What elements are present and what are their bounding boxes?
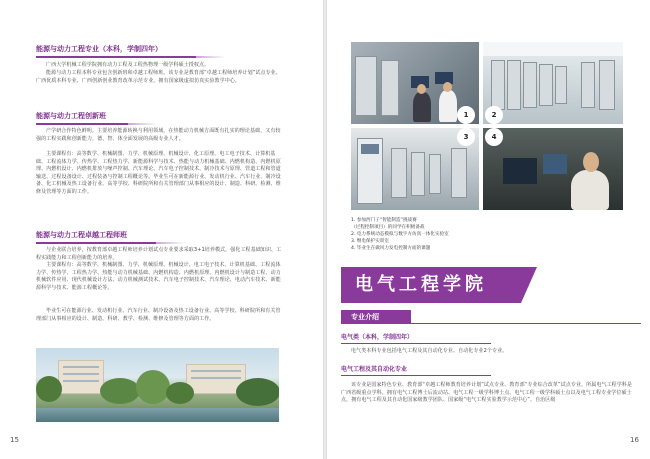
lab-photo-4 xyxy=(483,128,623,210)
section-title-rule xyxy=(36,123,128,125)
page-number: 15 xyxy=(10,436,19,444)
section-title-excellence-class: 能源与动力工程卓越工程师班 xyxy=(36,231,127,239)
campus-photo xyxy=(36,348,279,422)
intro-tag xyxy=(341,310,411,324)
photo-number-2: 2 xyxy=(485,106,503,124)
lab-photo-2 xyxy=(483,42,623,124)
major-title-electrical-category: 电气类（本科，学制四年） xyxy=(341,334,414,341)
section-title-rule xyxy=(36,56,196,58)
major-title-rule xyxy=(341,343,491,344)
major-title-rule xyxy=(341,375,491,376)
paragraph: 能源与动力工程本科专业包含创新班和卓越工程师班，该专业是教育部“卓越工程师培养计划”试点专业、广西优质本科专业、广西创新创业教育改革示范专业，拥有国家级虚拟仿真实验教学中心。 xyxy=(36,70,281,84)
paragraph: 与企业联合培养，按教育部卓越工程师培养计划试点专业要求采取3+1培养模式，强化工程基础知识、工程实践能力和工程创新能力的培养。 xyxy=(36,247,282,261)
paragraph: 主要课程有：高等数学、机械制图、力学、机械原理、机械设计、化工原理、电工电子技术、计算机基础、工程流体力学、传热学、工程热力学、新能源科学与技术、热能与动力机械基础、内燃机构造、内燃机原理、内燃机设计、内燃机排放与噪声控制、汽车理论、汽车电子控制技术、制冷技术与原理、管道工程和管道输送、过程设备设计、过程装备与控制工程概论等。毕业生可在新能源行业、发动机行业、汽车行业、制冷设备、化工机械及热工设备行业、高等学校、科研院所和有关管理部门从事相应的设计、制造、科研、检测、维修及管理等方面的工作。 xyxy=(36,151,281,195)
photo-number-3: 3 xyxy=(457,128,475,146)
left-page xyxy=(0,0,323,459)
section-title-innovation-class: 能源与动力工程创新班 xyxy=(36,112,106,120)
page-number: 16 xyxy=(630,436,639,444)
photo-caption: 4. 毕业生在做风力发电控制方面的课题 xyxy=(351,246,431,251)
paragraph: 产学研合作特色鲜明。主要培养能源转换与利用领域，在热能动力机械方面既有扎实的理论基础，又有较强的工程实践和创新能力，德、智、体全面发展的高级专业人才。 xyxy=(36,128,281,142)
photo-caption: 2. 电力系统动态模拟与数字方仿真一体化实验室 xyxy=(351,232,449,237)
paragraph: 主要课程有：高等数学、机械制图、力学、机械原理、机械设计、电工电子技术、计算机基础、工程流体力学、传热学、工程热力学、热能与动力机械基础、内燃机构造、内燃机原理、内燃机设计与制造工程、动力机械软件应用、现代机械设计方法、动力机械测试技术、汽车电子控制技术、汽车理论、电动汽车技术、新能源科学与技术、能源工程概论等。 xyxy=(36,262,281,291)
intro-divider xyxy=(341,323,641,324)
paragraph: 广西大学机械工程学院拥有动力工程及工程热物理一级学科硕士授权点。 xyxy=(46,62,210,68)
photo-caption: 3. 继电保护实训室 xyxy=(351,239,390,244)
right-page xyxy=(327,0,650,459)
photo-number-1: 1 xyxy=(457,106,475,124)
major-title-electrical-engineering: 电气工程及其自动化专业 xyxy=(341,366,408,373)
paragraph: 电气类本科专业包括电气工程及其自动化专业、自动化专业2个专业。 xyxy=(351,348,508,354)
section-title-rule xyxy=(36,242,156,244)
photo-number-4: 4 xyxy=(485,128,503,146)
photo-caption: 1. 参加西门子“智能制造”挑战赛 xyxy=(351,218,417,223)
section-title-energy-major: 能源与动力工程专业（本科，学制四年） xyxy=(36,45,162,53)
college-title: 电气工程学院 xyxy=(355,274,487,295)
college-banner xyxy=(341,267,521,303)
paragraph: 毕业生可在能源行业、发动机行业、汽车行业、制冷设备及热工设备行业、高等学校、科研院所和有关管理部门从事相应的设计、制造、科研、教学、检测、维修及管理等方面的工作。 xyxy=(36,308,281,322)
intro-label: 专业介绍 xyxy=(351,313,379,321)
photo-caption: （过程控制项目）的同学在积极备战 xyxy=(351,225,425,230)
paragraph: 该专业是国家特色专业、教育部“卓越工程师教育培养计划”试点专业、教育部“专业综合改革”试点专业，所属电气工程学科是广西省级重点学科。拥有电气工程博士后流动站、电气工程一级学科博士点、电气工程一级学科硕士点以及电气工程专业学位硕士点，拥有电气工程及其自动化国家级教学团队、国家级“电气工程实验教学示范中心”、自治区级 xyxy=(341,382,633,404)
